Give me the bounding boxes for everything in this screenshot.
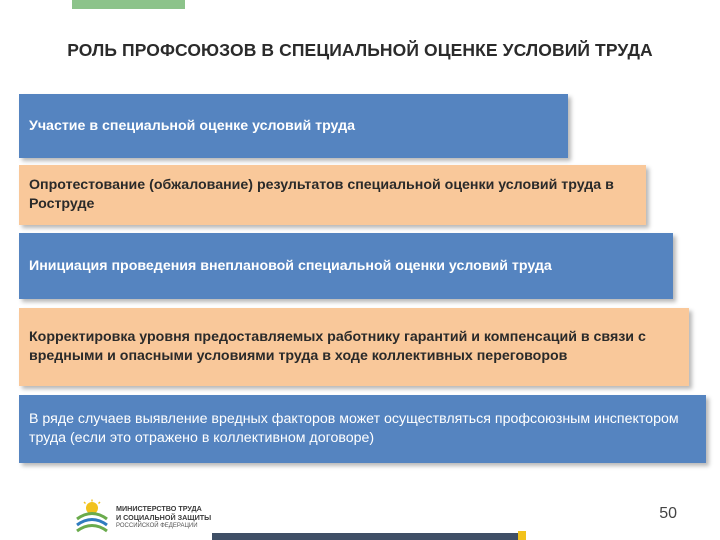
role-item-text: Корректировка уровня предоставляемых работнику гарантий и компенсаций в связи с вредными и опасными условиями труда в ходе коллективных переговоров [29, 329, 646, 364]
role-item-text: Инициация проведения внеплановой специальной оценки условий труда [29, 257, 552, 274]
page-title: РОЛЬ ПРОФСОЮЗОВ В СПЕЦИАЛЬНОЙ ОЦЕНКЕ УСЛОВИЙ ТРУДА [67, 40, 653, 60]
role-item-participation [19, 94, 568, 158]
role-item-text: Опротестование (обжалование) результатов специальной оценки условий труда в Роструде [29, 177, 614, 212]
top-accent-tab [72, 0, 185, 9]
role-item-text: Участие в специальной оценке условий труда [29, 117, 355, 134]
ministry-logo-icon [75, 499, 109, 535]
role-item-adjustment [19, 308, 689, 386]
page-number: 50 [659, 505, 677, 522]
role-item-inspector [19, 395, 706, 463]
role-item-initiation [19, 233, 673, 299]
ministry-name-line2: И СОЦИАЛЬНОЙ ЗАЩИТЫ [116, 512, 212, 522]
role-item-appeal [19, 165, 646, 225]
ministry-name-line1: МИНИСТЕРСТВО ТРУДА [116, 504, 202, 513]
role-item-text: В ряде случаев выявление вредных факторов может осуществляться профсоюзным инспектором труда (если это отражено в коллективном договоре) [29, 411, 679, 446]
footer-accent [518, 531, 526, 540]
ministry-name-line3: РОССИЙСКОЙ ФЕДЕРАЦИИ [116, 523, 198, 530]
ministry-name [116, 505, 211, 531]
footer-divider [212, 533, 518, 540]
